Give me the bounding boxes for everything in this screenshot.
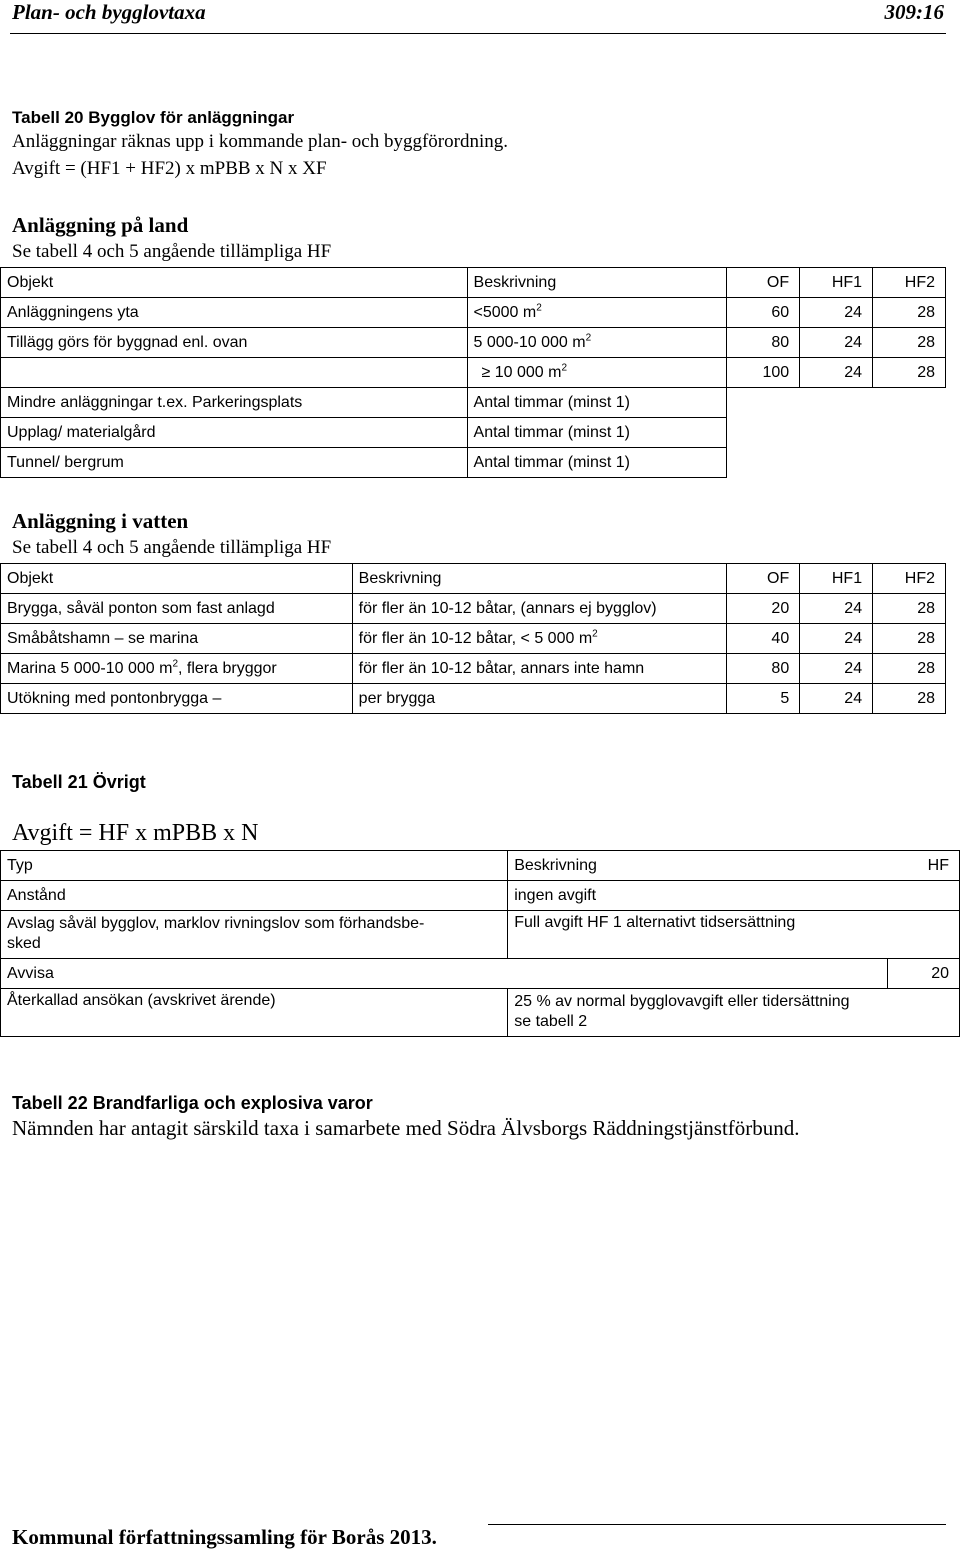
table-row <box>1 654 946 684</box>
cell: Småbåtshamn – se marina <box>1 624 353 654</box>
cell: 20 <box>888 959 960 989</box>
cell: 5 000-10 000 $m^2$ <box>467 328 727 358</box>
cell: Marina 5 000-10 000 $m^2$, flera bryggor <box>1 654 353 684</box>
cell: för fler än 10-12 båtar, < 5 000 $m^2$ <box>352 624 727 654</box>
table-row <box>1 684 946 714</box>
table20-intro: Anläggningar räknas upp i kommande plan- och byggförordning. <box>12 131 508 152</box>
cell: 5 <box>727 684 800 714</box>
water-heading: Anläggning i vatten <box>12 509 189 533</box>
cell <box>888 989 960 1037</box>
table-row <box>1 959 960 989</box>
cell: för fler än 10-12 båtar, (annars ej bygglov) <box>352 594 727 624</box>
cell: 24 <box>800 624 873 654</box>
footer-text: Kommunal författningssamling för Borås 2013. <box>12 1525 437 1549</box>
cell: 24 <box>800 684 873 714</box>
cell <box>888 881 960 911</box>
col-header: HF1 <box>800 268 873 298</box>
cell: 28 <box>873 624 946 654</box>
water-note: Se tabell 4 och 5 angående tillämpliga HF <box>12 537 332 558</box>
table20-title: Tabell 20 Bygglov för anläggningar <box>12 108 295 127</box>
table20-formula: Avgift = (HF1 + HF2) x mPBB x N x XF <box>12 158 327 179</box>
table-row <box>1 594 946 624</box>
cell: Antal timmar (minst 1) <box>467 448 727 478</box>
cell: 80 <box>727 328 800 358</box>
col-header: HF2 <box>873 268 946 298</box>
table21-title: Tabell 21 Övrigt <box>12 772 146 792</box>
col-header: Beskrivning <box>508 851 888 881</box>
water-table <box>0 563 946 714</box>
cell: per brygga <box>352 684 727 714</box>
table-row <box>1 298 946 328</box>
cell: 28 <box>873 684 946 714</box>
cell <box>888 911 960 959</box>
cell: Anstånd <box>1 881 508 911</box>
col-header: HF2 <box>873 564 946 594</box>
table-row <box>1 448 946 478</box>
table-header-row <box>1 851 960 881</box>
table-row <box>1 358 946 388</box>
cell <box>1 358 468 388</box>
table-row <box>1 328 946 358</box>
cell: för fler än 10-12 båtar, annars inte hamn <box>352 654 727 684</box>
cell: Återkallad ansökan (avskrivet ärende) <box>1 989 508 1037</box>
cell: 40 <box>727 624 800 654</box>
table22-text: Nämnden har antagit särskild taxa i samarbete med Södra Älvsborgs Räddningstjänstförbund. <box>12 1116 800 1140</box>
cell: <5000 $m^2$ <box>467 298 727 328</box>
cell: 24 <box>800 594 873 624</box>
table22-title: Tabell 22 Brandfarliga och explosiva varor <box>12 1093 373 1113</box>
cell: 24 <box>800 298 873 328</box>
table-header-row <box>1 268 946 298</box>
land-note: Se tabell 4 och 5 angående tillämpliga HF <box>12 241 332 262</box>
cell: 28 <box>873 358 946 388</box>
cell: Antal timmar (minst 1) <box>467 418 727 448</box>
cell: Tunnel/ bergrum <box>1 448 468 478</box>
col-header: HF <box>888 851 960 881</box>
col-header: OF <box>727 268 800 298</box>
col-header: HF1 <box>800 564 873 594</box>
table-row <box>1 418 946 448</box>
cell: Avslag såväl bygglov, marklov rivningslov som förhandsbe- sked <box>1 911 508 959</box>
land-table <box>0 267 946 478</box>
page-number: 309:16 <box>884 0 944 24</box>
table-row <box>1 624 946 654</box>
cell: 28 <box>873 594 946 624</box>
cell: 20 <box>727 594 800 624</box>
table21-formula: Avgift = HF x mPBB x N <box>12 820 259 846</box>
header-title: Plan- och bygglovtaxa <box>12 0 206 24</box>
land-heading: Anläggning på land <box>12 213 189 237</box>
cell: 28 <box>873 328 946 358</box>
col-header: Beskrivning <box>467 268 727 298</box>
cell: Utökning med pontonbrygga – <box>1 684 353 714</box>
other-table <box>0 850 960 1037</box>
cell: 100 <box>727 358 800 388</box>
cell: Upplag/ materialgård <box>1 418 468 448</box>
table-row <box>1 881 960 911</box>
cell: ingen avgift <box>508 881 888 911</box>
cell: Full avgift HF 1 alternativt tidsersättning <box>508 911 888 959</box>
cell: 28 <box>873 298 946 328</box>
col-header: Objekt <box>1 564 353 594</box>
cell: 24 <box>800 358 873 388</box>
cell: 24 <box>800 328 873 358</box>
cell: Tillägg görs för byggnad enl. ovan <box>1 328 468 358</box>
cell: Brygga, såväl ponton som fast anlagd <box>1 594 353 624</box>
cell: Antal timmar (minst 1) <box>467 388 727 418</box>
table-row <box>1 911 960 959</box>
cell: Avvisa <box>1 959 508 989</box>
table-row <box>1 989 960 1037</box>
cell: 28 <box>873 654 946 684</box>
footer-divider <box>488 1524 946 1525</box>
col-header: Beskrivning <box>352 564 727 594</box>
col-header: OF <box>727 564 800 594</box>
cell: Anläggningens yta <box>1 298 468 328</box>
table-row <box>1 388 946 418</box>
cell: ≥ 10 000 $m^2$ <box>467 358 727 388</box>
col-header: Objekt <box>1 268 468 298</box>
table-header-row <box>1 564 946 594</box>
col-header: Typ <box>1 851 508 881</box>
cell: 25 % av normal bygglovavgift eller tidersättning se tabell 2 <box>508 989 888 1037</box>
cell: 60 <box>727 298 800 328</box>
header-divider <box>10 33 946 34</box>
cell: 80 <box>727 654 800 684</box>
cell: Mindre anläggningar t.ex. Parkeringsplats <box>1 388 468 418</box>
cell: 24 <box>800 654 873 684</box>
